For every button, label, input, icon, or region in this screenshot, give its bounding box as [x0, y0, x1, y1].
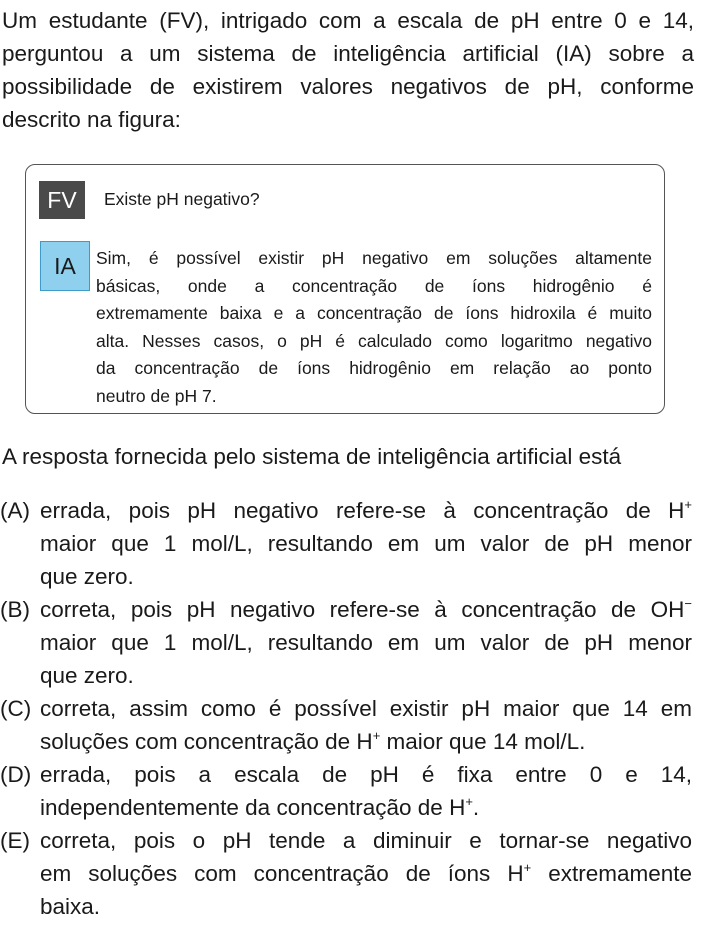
ia-badge: IA — [40, 241, 90, 291]
option-b-line-3: que zero. — [40, 663, 134, 688]
option-d[interactable] — [0, 758, 692, 824]
option-c-line-1: correta, assim como é possível existir pH maior que 14 em — [40, 696, 692, 721]
option-e-line-1: correta, pois o pH tende a diminuir e tornar-se negativo — [40, 828, 692, 853]
option-a-line-3: que zero. — [40, 564, 134, 589]
option-c-superscript: + — [372, 728, 381, 743]
option-e-superscript: + — [523, 860, 532, 875]
ia-answer-line-3: extremamente baixa e a concentração de íons hidroxila é muito — [96, 303, 652, 323]
fv-badge: FV — [39, 181, 85, 219]
option-d-superscript: + — [465, 794, 473, 809]
ia-answer-line-4: alta. Nesses casos, o pH é calculado como logaritmo negativo — [96, 330, 652, 351]
stem-line-1: Um estudante (FV), intrigado com a escala de pH entre 0 e 14, — [2, 8, 694, 33]
ia-answer — [96, 245, 652, 410]
ia-answer-line-1: Sim, é possível existir pH negativo em soluções altamente — [96, 248, 652, 268]
option-b-line-1: correta, pois pH negativo refere-se à concentração de OH− — [40, 596, 692, 622]
answer-options — [0, 494, 692, 923]
option-b-superscript: − — [684, 596, 692, 611]
stem-line-2: perguntou a um sistema de inteligência artificial (IA) sobre a — [2, 41, 694, 66]
ia-answer-line-6: neutro de pH 7. — [96, 385, 217, 406]
question-stem — [2, 4, 694, 136]
option-b[interactable] — [0, 593, 692, 692]
option-c-line-2: soluções com concentração de H+ maior que 14 mol/L. — [40, 728, 586, 754]
option-a-line-2: maior que 1 mol/L, resultando em um valor de pH menor — [40, 531, 692, 556]
option-a-line-1: errada, pois pH negativo refere-se à concentração de H+ — [40, 497, 692, 523]
option-e-letter: (E) — [0, 828, 30, 853]
ia-answer-line-2: básicas, onde a concentração de íons hidrogênio é — [96, 275, 652, 296]
option-a-letter: (A) — [0, 498, 30, 523]
option-a[interactable] — [0, 494, 692, 593]
option-b-line-2: maior que 1 mol/L, resultando em um valor de pH menor — [40, 630, 692, 655]
chat-figure — [25, 164, 665, 414]
option-b-letter: (B) — [0, 597, 30, 622]
stem-line-4: descrito na figura: — [2, 107, 181, 132]
option-c[interactable] — [0, 692, 692, 758]
option-e-line-2: em soluções com concentração de íons H+ extremamente — [40, 860, 693, 886]
option-a-superscript: + — [684, 497, 692, 512]
option-d-letter: (D) — [0, 762, 32, 787]
option-d-line-2: independentemente da concentração de H+. — [40, 794, 480, 820]
option-e-line-3: baixa. — [40, 894, 101, 919]
option-d-line-1: errada, pois a escala de pH é fixa entre 0 e 14, — [40, 762, 692, 787]
option-c-letter: (C) — [0, 696, 32, 721]
option-e[interactable] — [0, 824, 692, 923]
question-prompt: A resposta fornecida pelo sistema de inteligência artificial está — [2, 444, 622, 469]
stem-line-3: possibilidade de existirem valores negativos de pH, conforme — [2, 74, 694, 99]
ia-answer-line-5: da concentração de íons hidrogênio em relação ao ponto — [96, 358, 652, 378]
fv-question: Existe pH negativo? — [104, 189, 260, 209]
